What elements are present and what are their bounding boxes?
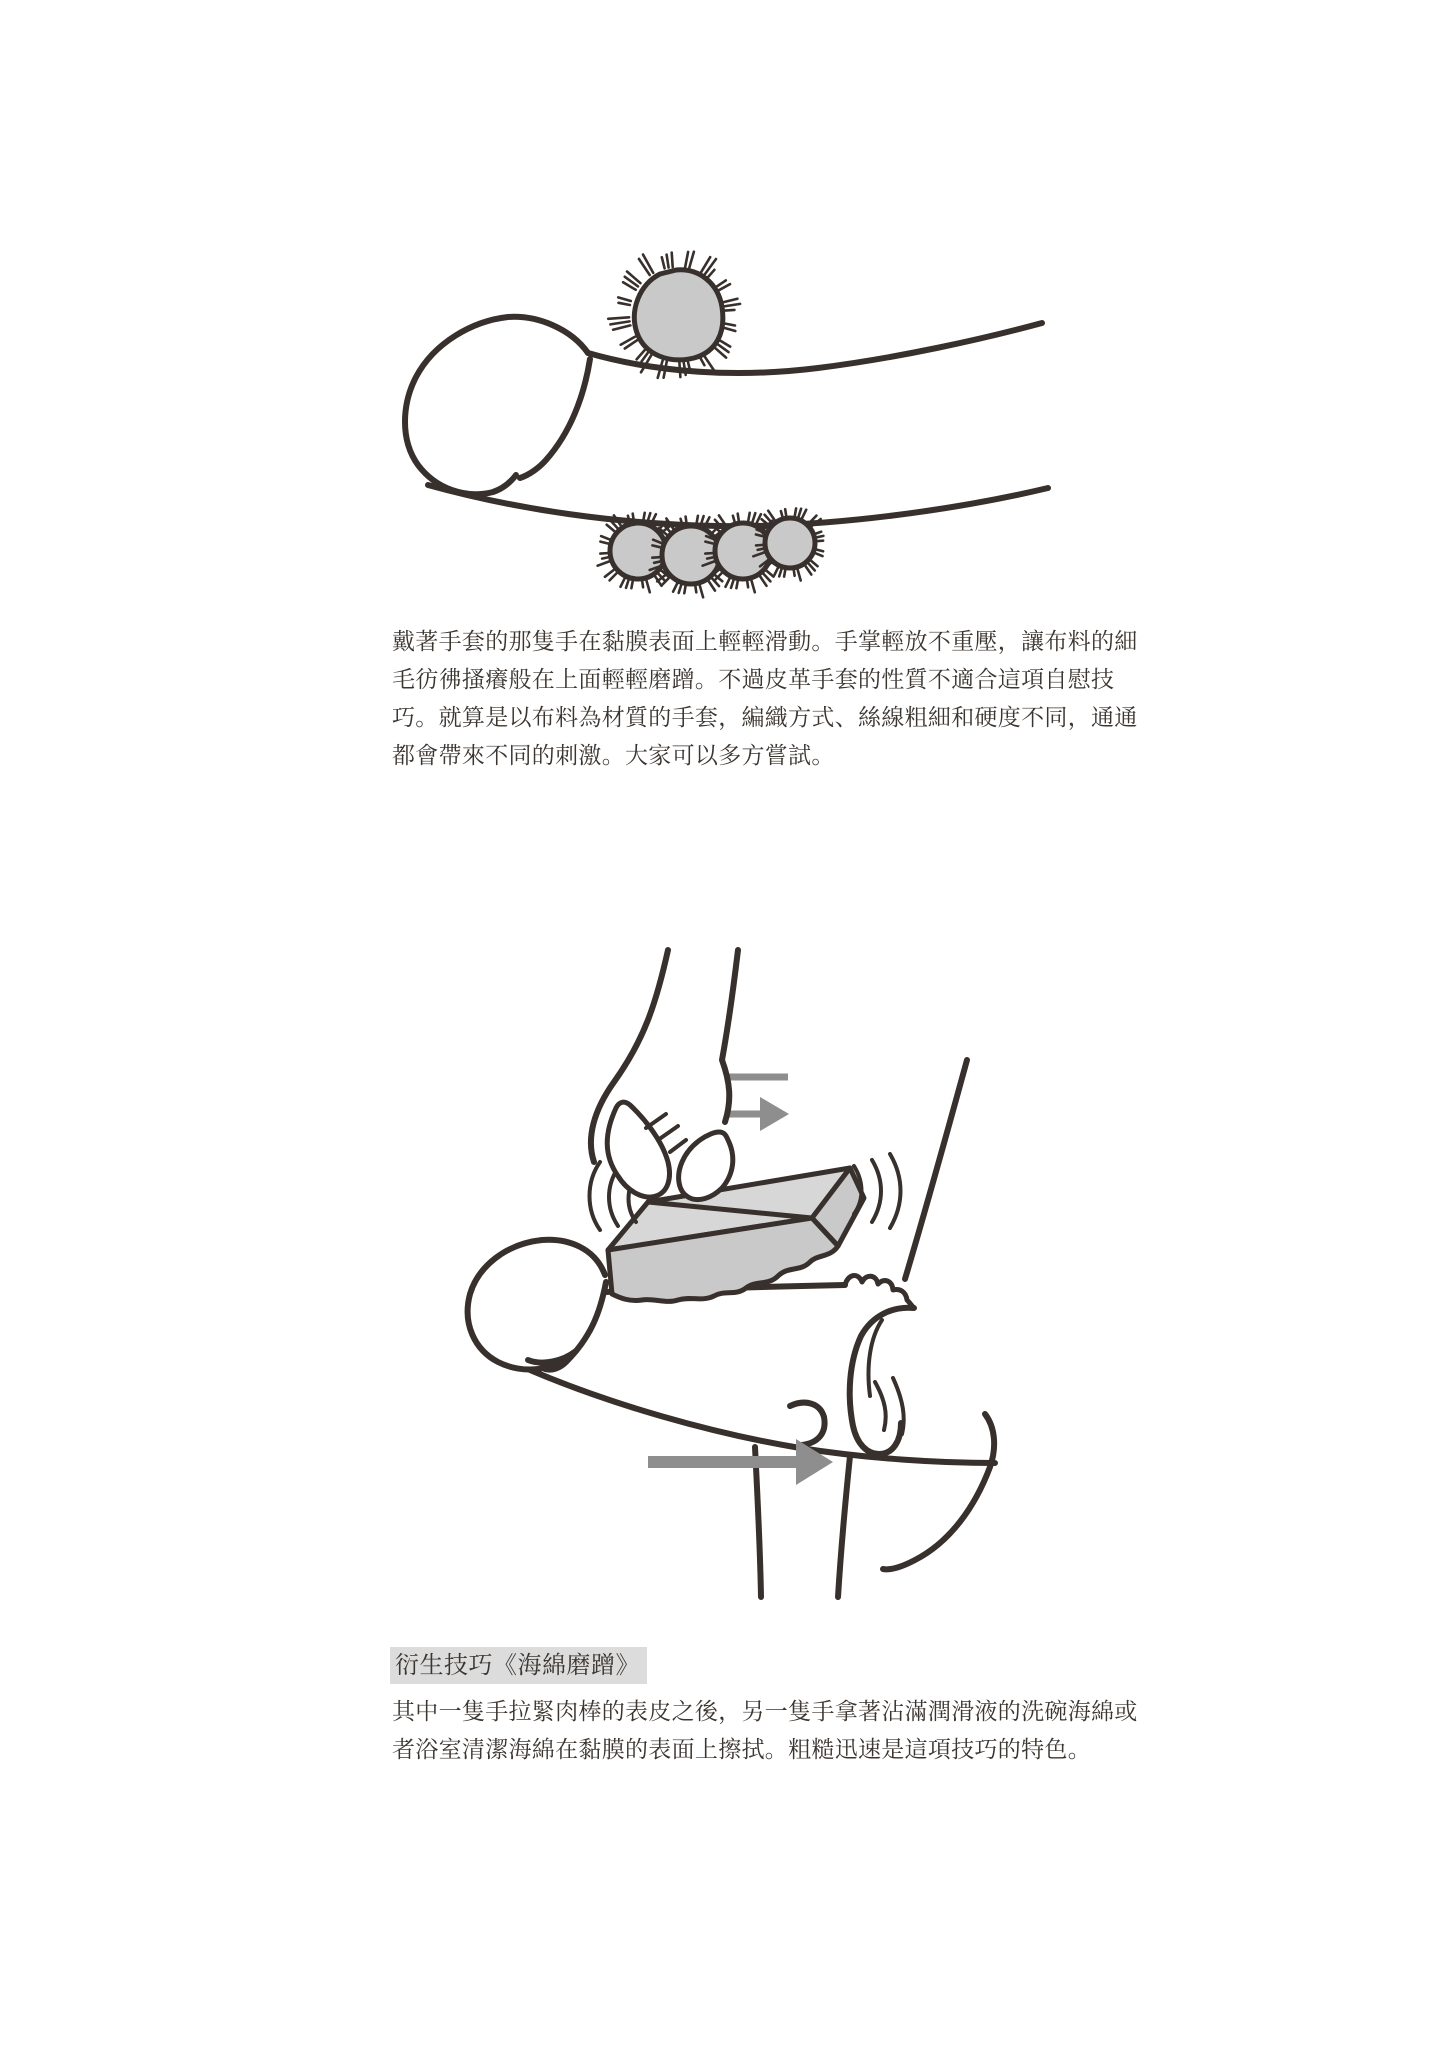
glans-outline [405, 317, 590, 494]
figure-sponge-technique [430, 942, 1190, 1602]
derived-technique-heading-wrap [390, 1647, 647, 1684]
forearm-line [905, 1060, 967, 1279]
vibration-arcs-right [854, 1154, 901, 1228]
text-line: 戴著手套的那隻手在黏膜表面上輕輕滑動。手掌輕放不重壓，讓布料的細 [392, 628, 1138, 654]
fuzz-ball-top [608, 252, 740, 378]
figure-fuzzy-fabric-balls [398, 237, 1060, 602]
derived-technique-paragraph [392, 1692, 1138, 1768]
gripping-hand [755, 1060, 994, 1597]
arrow-right-icon [648, 1439, 833, 1485]
fuzz-ball-4 [753, 508, 823, 580]
derived-technique-heading: 衍生技巧《海綿磨蹭》 [390, 1647, 647, 1684]
text-line: 其中一隻手拉緊肉棒的表皮之後，另一隻手拿著沾滿潤滑液的洗碗海綿或 [392, 1698, 1138, 1724]
text-line: 都會帶來不同的刺激。大家可以多方嘗試。 [392, 742, 835, 768]
text-line: 毛彷彿搔癢般在上面輕輕磨蹭。不過皮革手套的性質不適合這項自慰技 [392, 666, 1115, 692]
sponge-technique-illustration [430, 942, 1190, 1602]
text-line: 者浴室清潔海綿在黏膜的表面上擦拭。粗糙迅速是這項技巧的特色。 [392, 1736, 1091, 1762]
text-line: 巧。就算是以布料為材質的手套，編織方式、絲線粗細和硬度不同，通通 [392, 704, 1138, 730]
main-paragraph [392, 622, 1138, 774]
upper-hand [591, 950, 738, 1200]
fuzzy-balls-illustration [398, 237, 1060, 602]
